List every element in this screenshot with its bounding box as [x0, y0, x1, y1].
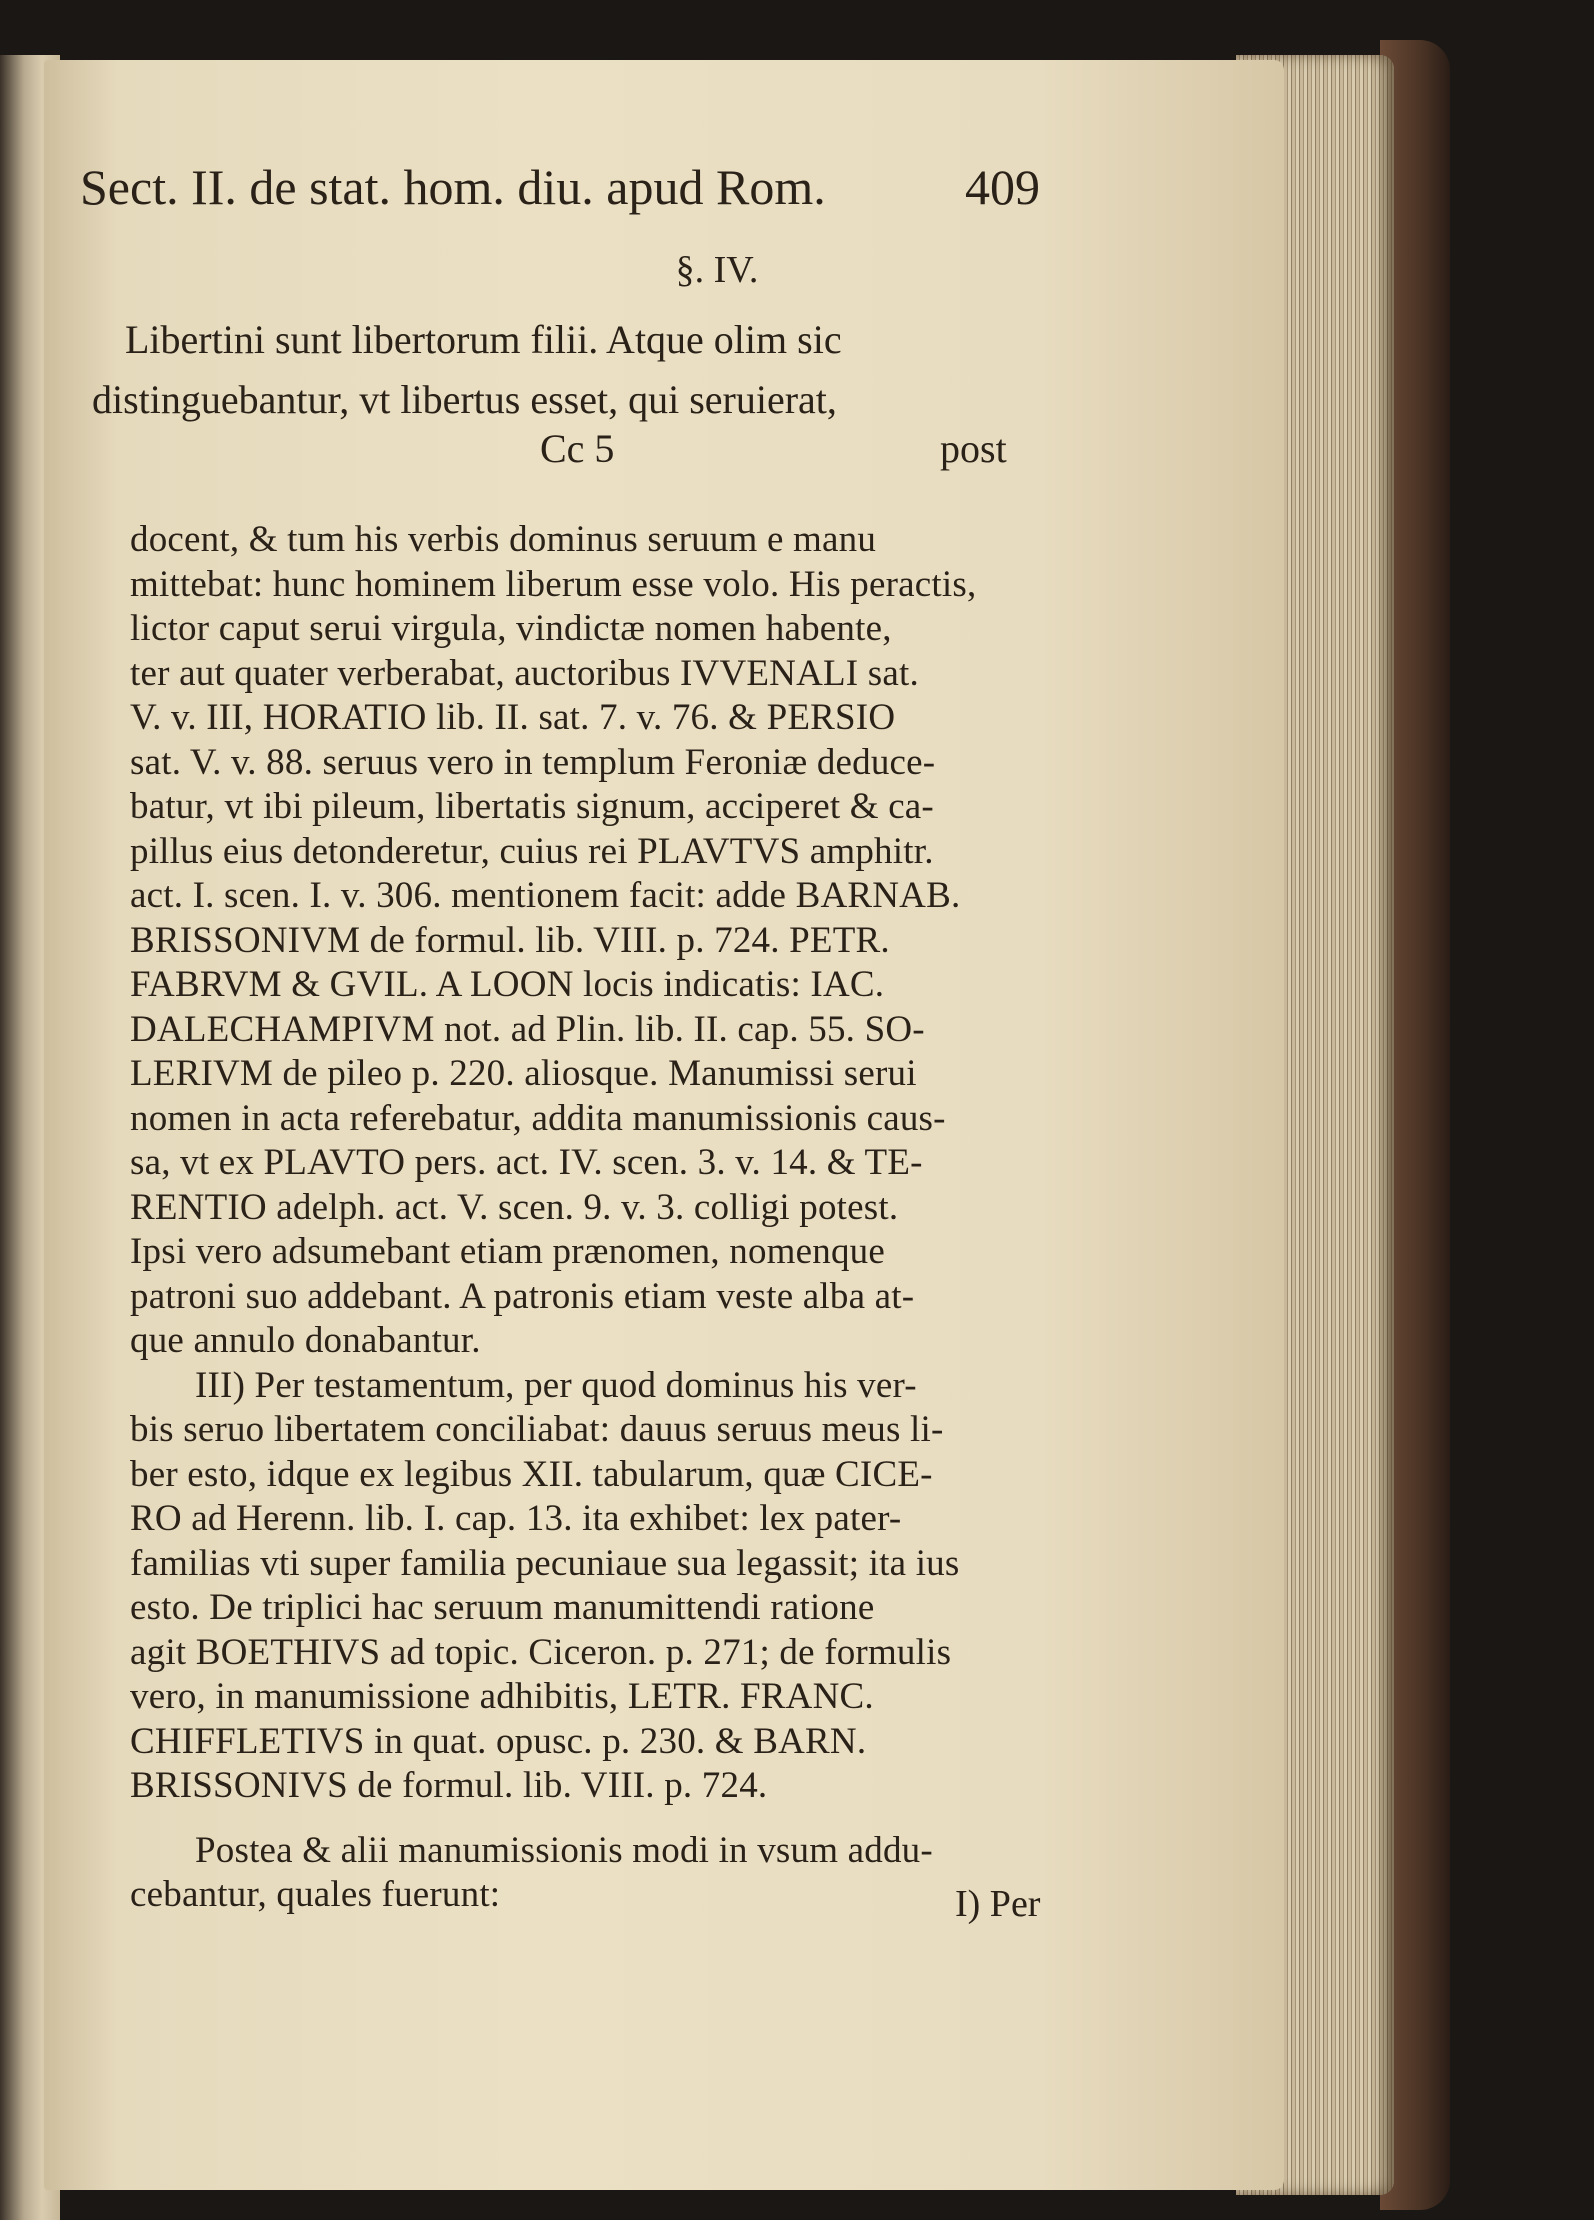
running-header: [80, 158, 1040, 216]
text-line: cebantur, quales fuerunt:: [130, 1874, 501, 1915]
page-number: 409: [965, 159, 1040, 215]
top-line-1: Libertini sunt libertorum filii. Atque olim sic: [125, 317, 842, 362]
text-line: sa, vt ex PLAVTO pers. act. IV. scen. 3. v. 14. & TE-: [130, 1142, 923, 1183]
text-line: act. I. scen. I. v. 306. mentionem facit: adde BARNAB.: [130, 875, 961, 916]
text-line: batur, vt ibi pileum, libertatis signum, acciperet & ca-: [130, 786, 934, 827]
text-line: pillus eius detonderetur, cuius rei PLAVTVS amphitr.: [130, 830, 934, 872]
text-line: esto. De triplici hac seruum manumittendi ratione: [130, 1587, 875, 1628]
top-line-2: distinguebantur, vt libertus esset, qui seruierat,: [92, 377, 837, 422]
text-line: ter aut quater verberabat, auctoribus IVVENALI sat.: [130, 652, 919, 694]
text-line: ber esto, idque ex legibus XII. tabularum, quæ CICE-: [130, 1453, 933, 1495]
text-line: vero, in manumissione adhibitis, LETR. FRANC.: [130, 1676, 874, 1717]
text-line: III) Per testamentum, per quod dominus his ver-: [195, 1364, 917, 1406]
catchword-top: post: [940, 426, 1007, 471]
catchword-bottom: I) Per: [955, 1883, 1041, 1925]
text-line: nomen in acta referebatur, addita manumissionis caus-: [130, 1097, 946, 1139]
text-line: RO ad Herenn. lib. I. cap. 13. ita exhibet: lex pater-: [130, 1498, 902, 1539]
text-line: agit BOETHIVS ad topic. Ciceron. p. 271; de formulis: [130, 1631, 952, 1673]
text-line: CHIFFLETIVS in quat. opusc. p. 230. & BARN.: [130, 1720, 867, 1762]
running-title: Sect. II. de stat. hom. diu. apud Rom.: [80, 159, 826, 215]
signature-mark: Cc 5: [540, 426, 615, 471]
text-line: Ipsi vero adsumebant etiam prænomen, nomenque: [130, 1231, 885, 1272]
text-line: BRISSONIVS de formul. lib. VIII. p. 724.: [130, 1765, 768, 1806]
text-line: FABRVM & GVIL. A LOON locis indicatis: IAC.: [130, 964, 885, 1005]
text-line: sat. V. v. 88. seruus vero in templum Feroniæ deduce-: [130, 741, 936, 783]
text-line: Postea & alii manumissionis modi in vsum addu-: [195, 1829, 933, 1871]
text-line: bis seruo libertatem conciliabat: dauus seruus meus li-: [130, 1409, 944, 1450]
text-line: patroni suo addebant. A patronis etiam veste alba at-: [130, 1275, 915, 1317]
text-line: que annulo donabantur.: [130, 1320, 481, 1361]
text-line: docent, & tum his verbis dominus seruum e manu: [130, 519, 877, 560]
text-line: BRISSONIVM de formul. lib. VIII. p. 724. PETR.: [130, 919, 890, 961]
text-line: V. v. III, HORATIO lib. II. sat. 7. v. 76. & PERSIO: [130, 697, 896, 738]
text-line: LERIVM de pileo p. 220. aliosque. Manumissi serui: [130, 1053, 917, 1094]
text-line: DALECHAMPIVM not. ad Plin. lib. II. cap. 55. SO-: [130, 1008, 925, 1050]
text-line: familias vti super familia pecuniaue sua legassit; ita ius: [130, 1542, 960, 1584]
text-line: RENTIO adelph. act. V. scen. 9. v. 3. colligi potest.: [130, 1186, 899, 1228]
section-heading: §. IV.: [675, 249, 759, 291]
text-line: lictor caput serui virgula, vindictæ nomen habente,: [130, 608, 892, 649]
text-line: mittebat: hunc hominem liberum esse volo. His peractis,: [130, 563, 977, 605]
